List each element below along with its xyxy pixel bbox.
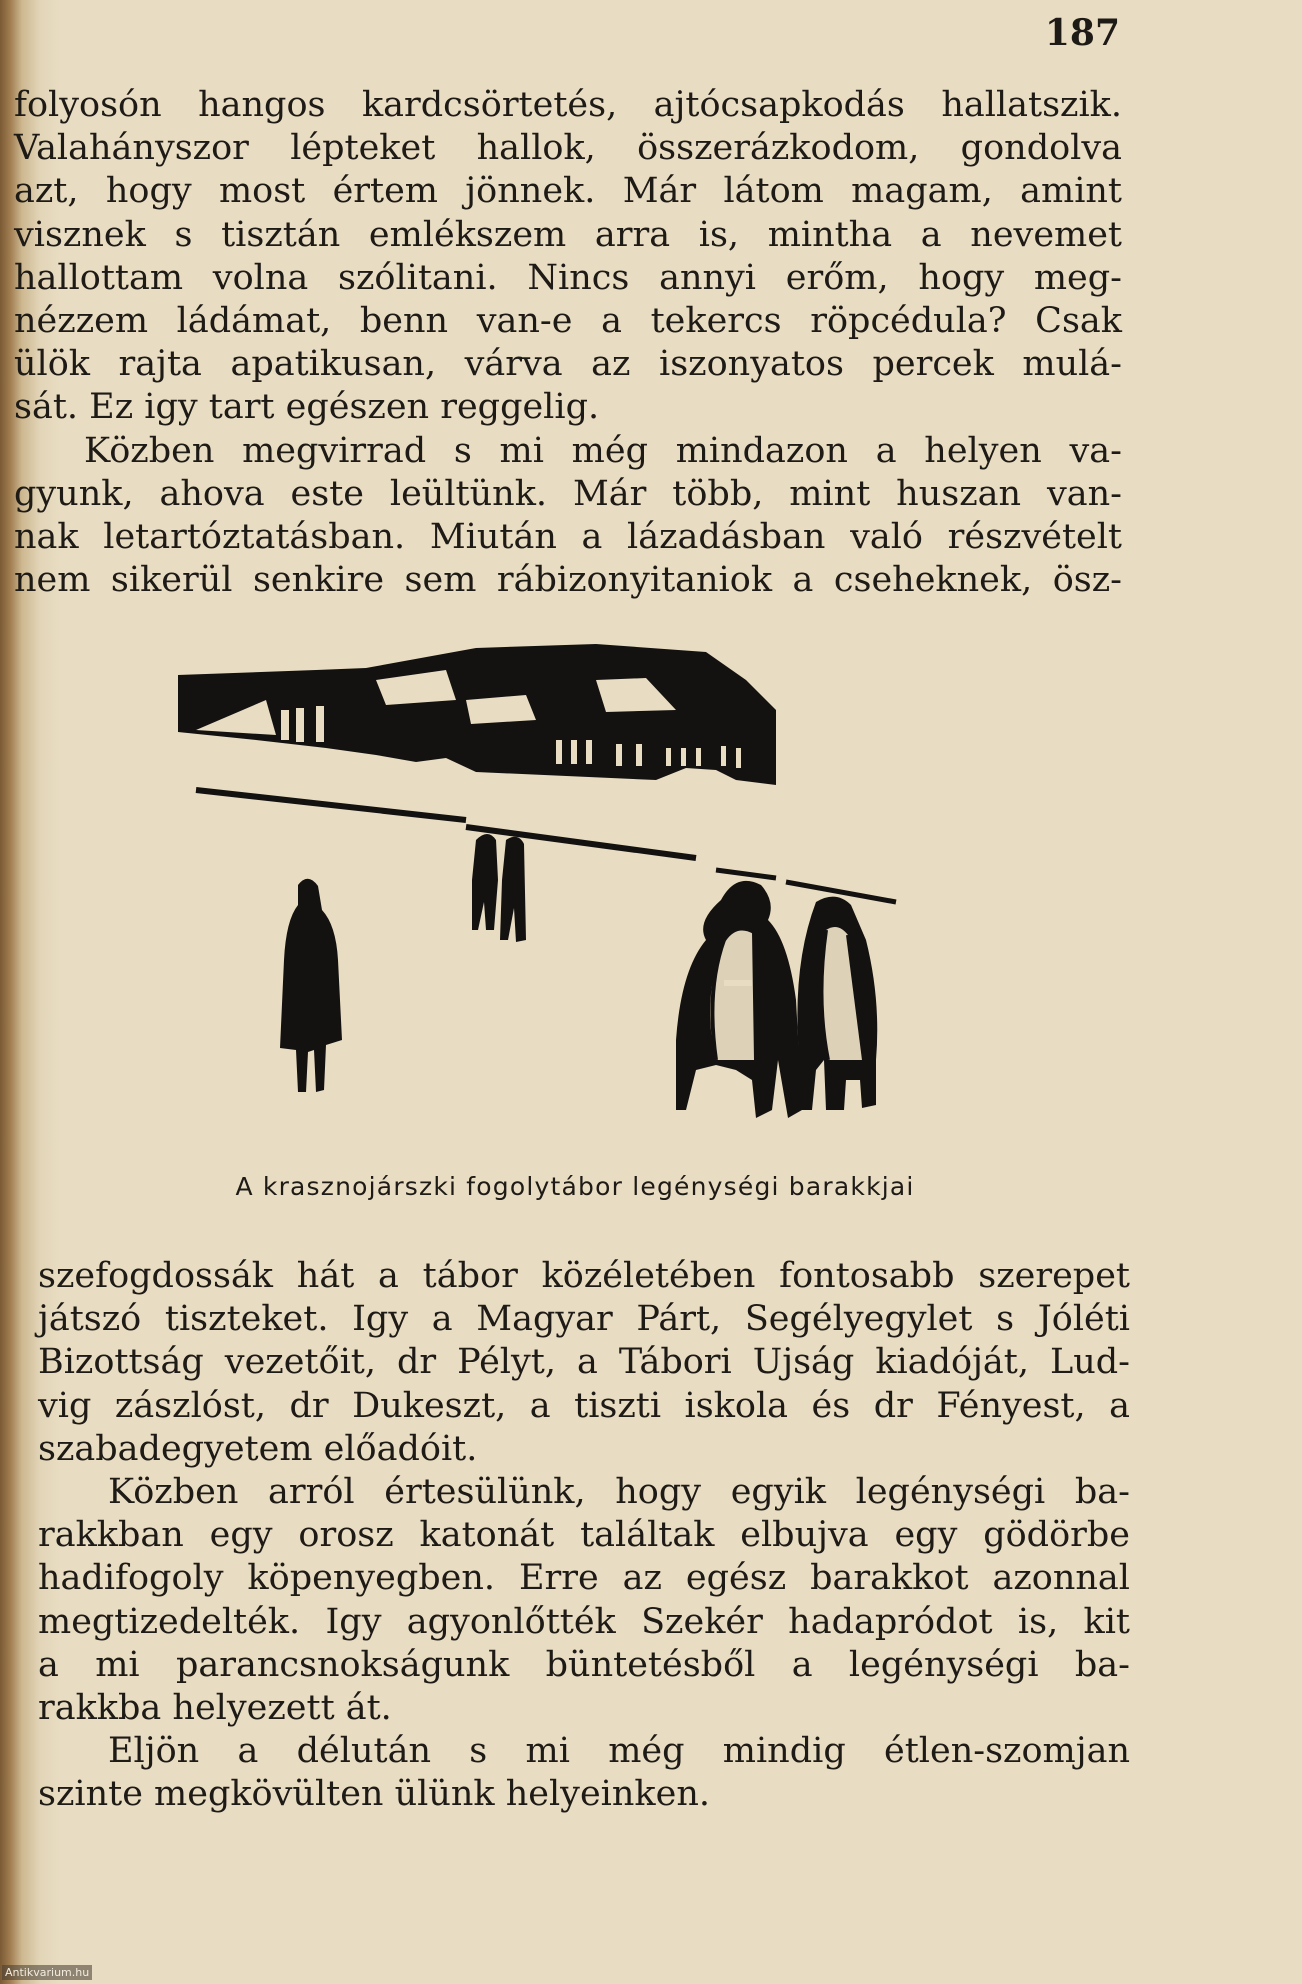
- text-line: Eljön a délután s mi még mindig étlen-szomjan: [108, 1731, 1130, 1772]
- text-line: szinte megkövülten ülünk helyeinken.: [38, 1774, 710, 1815]
- text-block-bottom: [38, 1255, 1130, 1816]
- text-line: nem sikerül senkire sem rábizonyitaniok a cseheknek, ösz-: [14, 560, 1122, 601]
- text-line: vig zászlóst, dr Dukeszt, a tiszti iskola és dr Fényest, a: [38, 1385, 1130, 1426]
- background-figure: [500, 837, 526, 942]
- text-block-top: [14, 84, 1122, 602]
- text-line: hadifogoly köpenyegben. Erre az egész barakkot azonnal: [38, 1558, 1130, 1599]
- text-line: játszó tiszteket. Igy a Magyar Párt, Segélyegylet s Jóléti: [38, 1299, 1130, 1340]
- text-line: rakkba helyezett át.: [38, 1687, 392, 1728]
- paragraph-5: [38, 1730, 1130, 1816]
- text-line: ülök rajta apatikusan, várva az iszonyatos percek mulá-: [14, 344, 1122, 385]
- text-line: gyunk, ahova este leültünk. Már több, mint huszan van-: [14, 473, 1122, 514]
- figure-caption: A krasznojárszki fogolytábor legénységi barakkjai: [235, 1172, 915, 1201]
- text-line: hallottam volna szólitani. Nincs annyi erőm, hogy meg-: [14, 257, 1122, 298]
- watermark-label: Antikvarium.hu: [2, 1965, 92, 1980]
- text-line: Bizottság vezetőit, dr Pélyt, a Tábori Ujság kiadóját, Lud-: [38, 1342, 1130, 1383]
- paragraph-4: [38, 1471, 1130, 1730]
- text-line: Közben arról értesülünk, hogy egyik legénységi ba-: [108, 1471, 1130, 1512]
- text-line: nak letartóztatásban. Miután a lázadásban való részvételt: [14, 516, 1122, 557]
- text-line: folyosón hangos kardcsörtetés, ajtócsapkodás hallatszik.: [14, 85, 1122, 125]
- paragraph-2: [14, 430, 1122, 603]
- barracks-woodcut-illustration: [176, 640, 956, 1165]
- background-figure: [472, 834, 498, 930]
- ground-line: [716, 870, 776, 878]
- text-line: Valahányszor lépteket hallok, összerázkodom, gondolva: [14, 128, 1122, 169]
- page-number: 187: [1044, 12, 1120, 54]
- standing-figure-left: [280, 879, 342, 1092]
- ground-line: [466, 827, 696, 858]
- text-line: sát. Ez igy tart egészen reggelig.: [14, 387, 600, 428]
- text-line: nézzem ládámat, benn van-e a tekercs röpcédula? Csak: [14, 300, 1122, 341]
- text-line: szabadegyetem előadóit.: [38, 1428, 478, 1469]
- text-line: megtizedelték. Igy agyonlőtték Szekér hadapródot is, kit: [38, 1601, 1130, 1642]
- paragraph-1: [14, 84, 1122, 430]
- text-line: szefogdossák hát a tábor közéletében fontosabb szerepet: [38, 1256, 1130, 1296]
- text-line: Közben megvirrad s mi még mindazon a helyen va-: [84, 430, 1122, 471]
- text-line: rakkban egy orosz katonát találtak elbujva egy gödörbe: [38, 1515, 1130, 1556]
- ground-line: [196, 790, 466, 820]
- paragraph-3: [38, 1255, 1130, 1471]
- text-line: visznek s tisztán emlékszem arra is, mintha a nevemet: [14, 214, 1122, 255]
- text-line: azt, hogy most értem jönnek. Már látom magam, amint: [14, 171, 1122, 212]
- text-line: a mi parancsnokságunk büntetésből a legénységi ba-: [38, 1644, 1130, 1685]
